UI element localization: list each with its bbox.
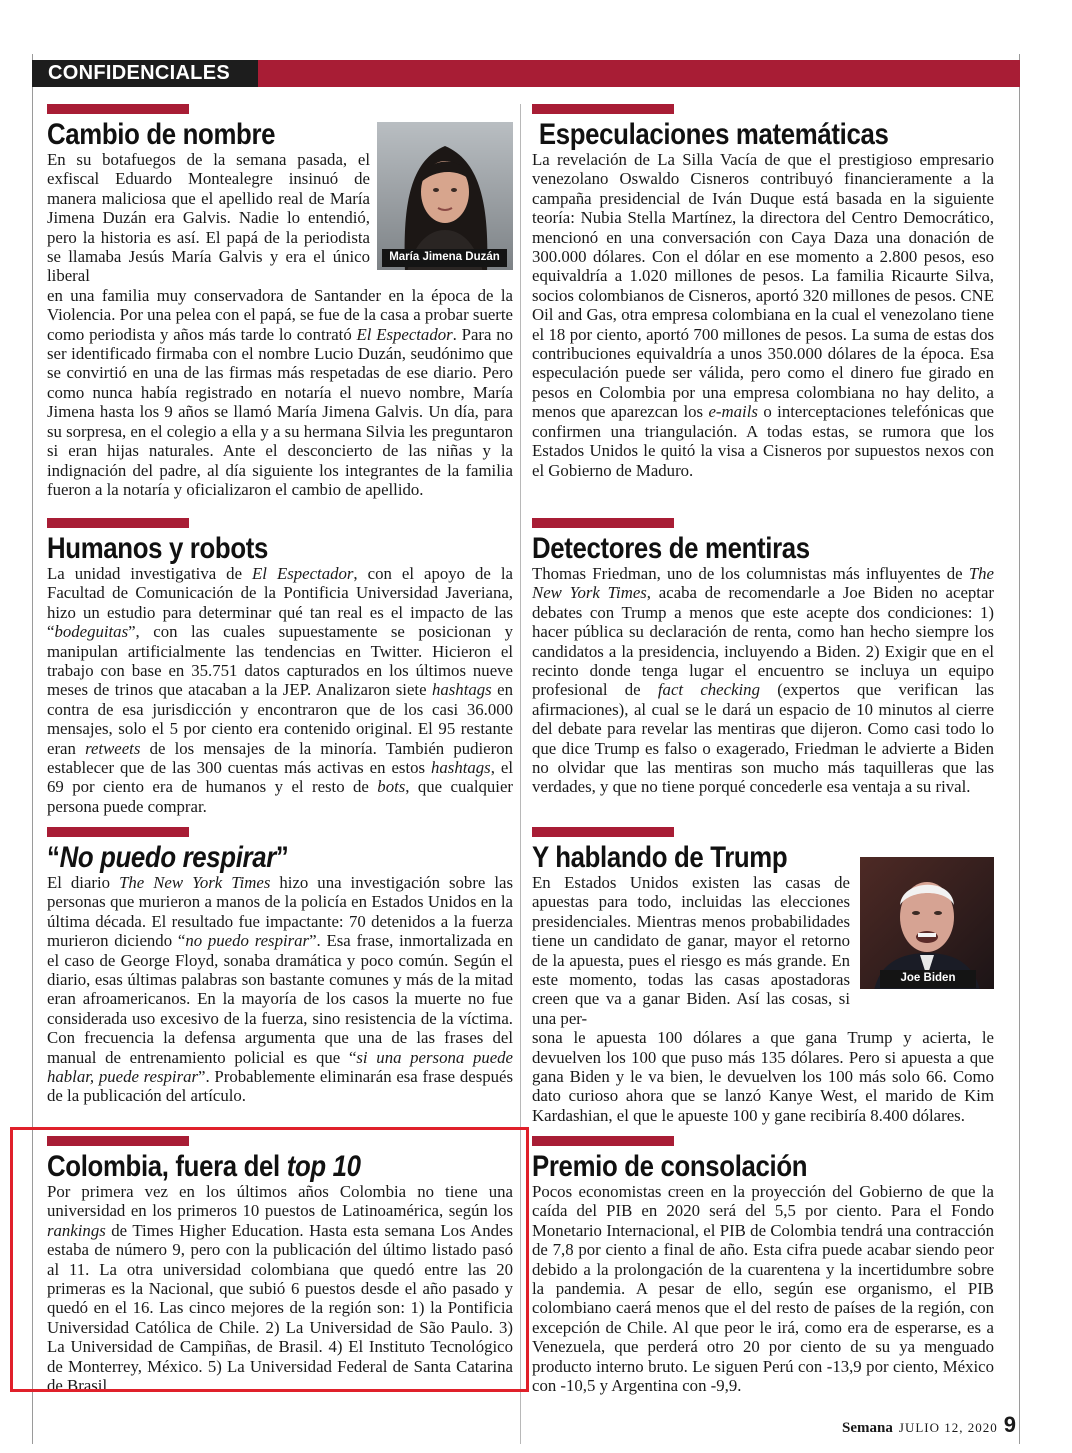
photo-caption: Joe Biden xyxy=(880,970,976,988)
article-premio-de-consolacion xyxy=(532,1136,994,1395)
article-body: La unidad investigativa de El Espectador, con el apoyo de la Facultad de Comunicación de la Pontificia Universidad Javeriana, hizo un estudio para determinar qué tan real es el impacto de las “bodeguitas”, con las cuales supuestamente se posicionan y manipulan artificialmente las tendencias en Twitter. Hicieron el trabajo con base en 35.751 datos capturados en los últimos nueve meses de trinos que atacaban a la JEP. Analizaron siete hashtags en contra de esa jurisdicción y encontraron que de los casi 36.000 mensajes, solo el 5 por ciento era contenido original. El 95 restante eran retweets de los mensajes de la minoría. También pudieron establecer que de las 300 cuentas más activas en estos hashtags, el 69 por ciento era de humanos y el resto de bots, que cualquier persona puede comprar. xyxy=(47,564,513,816)
accent-bar xyxy=(532,1136,674,1146)
article-paragraph: sona le apuesta 100 dólares a que gana Trump y acierta, le devuelven los 100 que puso más 135 dólares. Pero si apuesta a que gana Biden y le va bien, le devuelven los 100 más solo 66. Como dato curioso ahora que se lanzó Kanye West, el marido de Kim Kardashian, el que le apueste 100 y gane recibiría 8.400 dólares. xyxy=(532,1028,994,1125)
article-headline: Humanos y robots xyxy=(47,532,268,565)
article-paragraph: En Estados Unidos existen las casas de apuestas para todo, incluidas las elecciones presidenciales. Mientras menos probabilidades tiene un candidato de ganar, mayor el retorno de la apuesta, pues el riesgo es más grande. En este momento, todas las casas apostadoras creen que va a ganar Biden. Así las cosas, si una per- xyxy=(532,873,850,1028)
magazine-name: Semana xyxy=(842,1420,893,1436)
article-body: Por primera vez en los últimos años Colombia no tiene una universidad en los primeros 10 puestos de Latinoamérica, según los rankings de Times Higher Education. Hasta esta semana Los Andes estaba de número 9, pero con la publicación del último listado pasó al 11. La otra universidad colombiana que quedó entre las 20 primeras es la Nacional, que subió 6 puestos desde el año pasado y quedó en el 16. Las cinco mejores de la región son: 1) la Pontificia Universidad Católica de Chile. 2) La Universidad de São Paulo. 3) La Universidad de Campiñas, de Brasil. 4) El Instituto Tecnológico de Monterrey, México. 5) La Universidad Federal de Santa Catarina de Brasil. xyxy=(47,1182,513,1396)
article-paragraph: En su botafuegos de la semana pasada, el exfiscal Eduardo Montealegre insinuó de manera maliciosa que el apellido real de María Jimena Duzán era Galvis. Nadie lo entendió, pero la historia es así. El papá de la periodista se llamaba Jesús María Galvis y era el único liberal xyxy=(47,150,370,286)
article-headline: Y hablando de Trump xyxy=(532,841,788,874)
article-headline: Detectores de mentiras xyxy=(532,532,810,565)
issue-date: JULIO 12, 2020 xyxy=(898,1420,998,1435)
page-number: 9 xyxy=(1003,1412,1016,1437)
article-headline: “No puedo respirar” xyxy=(47,841,289,874)
article-headline: Cambio de nombre xyxy=(47,118,276,151)
accent-bar xyxy=(532,104,674,114)
accent-bar xyxy=(47,518,189,528)
photo-caption: María Jimena Duzán xyxy=(382,249,507,267)
accent-bar xyxy=(47,104,189,114)
article-headline: Colombia, fuera del top 10 xyxy=(47,1150,361,1183)
section-label: CONFIDENCIALES xyxy=(32,60,258,87)
accent-bar xyxy=(532,827,674,837)
accent-bar xyxy=(47,827,189,837)
article-headline: Premio de consolación xyxy=(532,1150,808,1183)
article-detectores-de-mentiras xyxy=(532,518,994,797)
article-humanos-y-robots xyxy=(47,518,513,816)
portrait-illustration xyxy=(377,122,513,270)
article-body: La revelación de La Silla Vacía de que el prestigioso empresario venezolano Oswaldo Cisneros contribuyó financieramente a la campaña presidencial de Iván Duque está basada en la siguiente teoría: Nubia Stella Martínez, la directora del Centro Democrático, mencionó en una conversación con Caya Daza una donación de 300.000 dólares. Con el dólar en ese momento a 2.800 pesos, eso equivaldría a 1.020 millones de pesos. La familia Ricaurte Silva, socios colombianos de Cisneros, aportó 320 millones de pesos. CNE Oil and Gas, otra empresa colombiana en la cual el venezolano tiene el 18 por ciento, aportó 700 millones de pesos. La suma de estas dos contribuciones equivaldría a unos 350.000 dólares de la época. Esa especulación puede ser válida, pero como el dinero fue girado en pesos en Colombia por una empresa colombiana no hay delito, a menos que aparezcan los e-mails o interceptaciones telefónicas que confirmen una triangulación. A todas estas, se rumora que los Estados Unidos le quitó la visa a Cisneros por supuestos nexos con el Gobierno de Maduro. xyxy=(532,150,995,480)
page-footer xyxy=(842,1412,1016,1438)
portrait-photo-duzan xyxy=(377,122,513,270)
article-paragraph: en una familia muy conservadora de Santander en la época de la Violencia. Por una pelea con el papá, se fue de la casa a probar suerte como periodista y años más tarde lo contrató El Espectador. Para no ser identificado firmaba con el nombre Lucio Duzán, seudónimo que se convirtió en una de las firmas más respetadas de ese diario. Pero como nunca había registrado en notaría el nuevo nombre, María Jimena hasta los 9 años se llamó María Jimena Galvis. Un día, para su sorpresa, en el colegio a ella y a su hermana Silvia les preguntaron si eran hijas naturales. Ante el desconcierto de las niñas y la indignación del padre, al día siguiente los integrantes de la familia fueron a la notaría y oficializaron el cambio de apellido. xyxy=(47,285,514,499)
highlight-frame xyxy=(10,1127,529,1392)
article-body: Pocos economistas creen en la proyección del Gobierno de que la caída del PIB en 2020 será del 5,5 por ciento. Para el Fondo Monetario Internacional, el PIB de Colombia tendrá una contracción de 7,8 por ciento a final de año. Esta cifra puede acabar siendo peor debido a la prolongación de la cuarentena y la incertidumbre sobre la pandemia. A pesar de ello, según ese organismo, el PIB colombiano caerá menos que el del resto de países de la región, con excepción de Chile. Al que peor le irá, como era de esperarse, es a Venezuela, que perderá otro 20 por ciento de su ya menguado producto interno bruto. Le siguen Perú con -13,9 por ciento, México con -10,5 y Argentina con -9,9. xyxy=(532,1182,994,1396)
article-no-puedo-respirar xyxy=(47,827,513,1106)
article-body: El diario The New York Times hizo una investigación sobre las personas que murieron a manos de la policía en Estados Unidos en la última década. El resultado fue impactante: 70 detenidos a la fuerza murieron diciendo “no puedo respirar”. Esa frase, inmortalizada en el caso de George Floyd, sonaba dramática y poco común. Según el diario, esas últimas palabras son bastante comunes y más de la mitad eran afroamericanos. En la mayoría de los casos la muerte no fue considerada uso excesivo de la fuerza, sino resistencia de la víctima. Con frecuencia la defensa argumenta que una de las frases del manual de entrenamiento policial es que “si una persona puede hablar, puede respirar”. Probablemente eliminarán esa frase después de la publicación del artículo. xyxy=(47,873,514,1106)
accent-bar xyxy=(532,518,674,528)
article-headline: Especulaciones matemáticas xyxy=(538,118,889,151)
article-especulaciones xyxy=(532,104,994,480)
article-body: Thomas Friedman, uno de los columnistas más influyentes de The New York Times, acaba de recomendarle a Joe Biden no aceptar debates con Trump a menos que este acepte dos condiciones: 1) hacer pública su declaración de renta, como han hecho siempre los candidatos a la presidencia, incluyendo a Biden. 2) Exigir que en el recinto donde tenga lugar el encuentro se incluya un equipo profesional de fact checking (expertos que verifican las afirmaciones), al cual se le dará un espacio de 10 minutos al cierre del debate para revelar las mentiras que dijeron. Como casi todo lo que dice Trump es falso o exagerado, Friedman le advierte a Biden no olvidar que las mentiras son mucho más taquilleras que las verdades, y que no tiene porqué concederle esa ventaja a su rival. xyxy=(532,564,994,797)
